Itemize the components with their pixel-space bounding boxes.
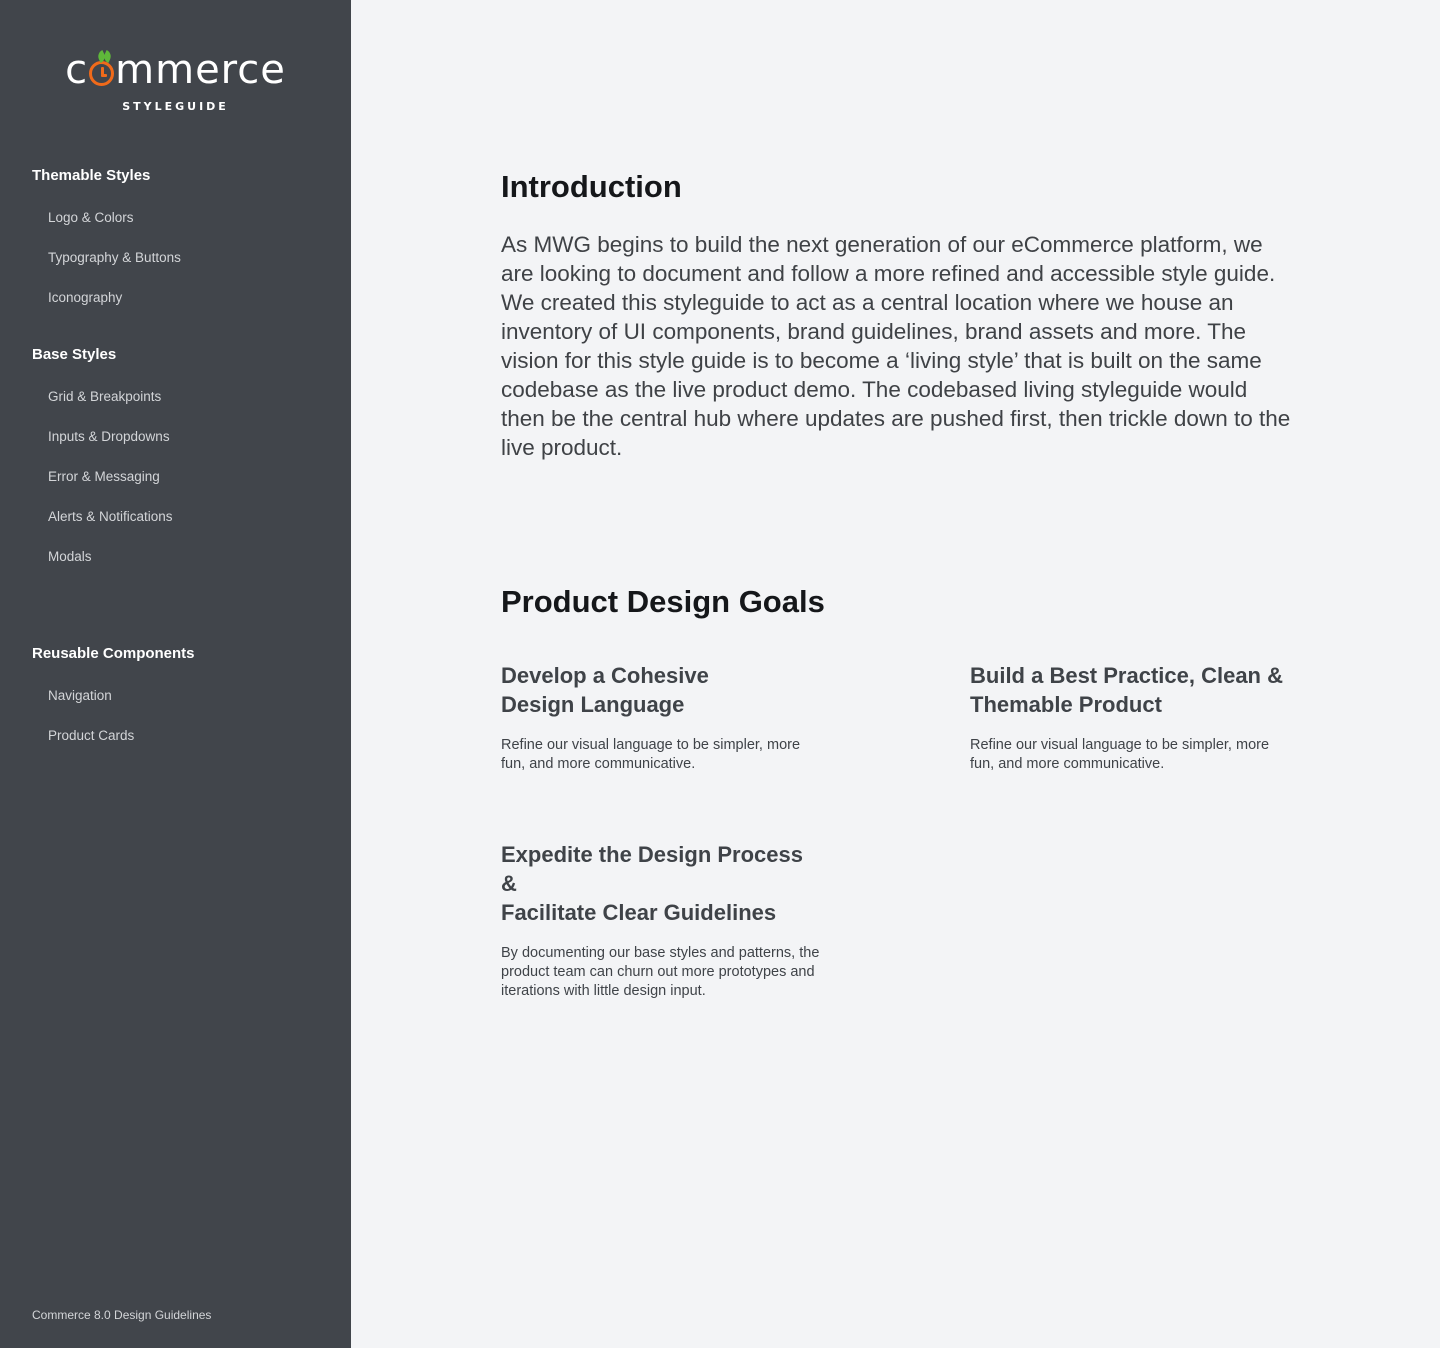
goal-title-line: Facilitate Clear Guidelines bbox=[501, 900, 777, 925]
logo-wordmark bbox=[65, 44, 286, 96]
logo-text-post: mmerce bbox=[115, 47, 286, 93]
goal-title-line: Expedite the Design Process & bbox=[501, 842, 803, 896]
nav-section-themable-styles bbox=[32, 166, 181, 308]
nav-item-navigation[interactable]: Navigation bbox=[48, 688, 112, 703]
goal-card bbox=[501, 840, 821, 1001]
goal-title bbox=[501, 840, 821, 927]
nav-item-typography-buttons[interactable]: Typography & Buttons bbox=[48, 250, 181, 265]
nav-item-iconography[interactable]: Iconography bbox=[48, 290, 123, 305]
logo-text-pre: c bbox=[65, 47, 89, 93]
logo-subtitle: STYLEGUIDE bbox=[122, 100, 229, 113]
nav-item-inputs-dropdowns[interactable]: Inputs & Dropdowns bbox=[48, 429, 170, 444]
nav-heading: Reusable Components bbox=[32, 645, 195, 662]
goal-card bbox=[501, 661, 821, 774]
goal-title bbox=[970, 661, 1290, 719]
goal-title-line: Themable Product bbox=[970, 692, 1162, 717]
nav-item-alerts-notifications[interactable]: Alerts & Notifications bbox=[48, 509, 173, 524]
sidebar-footer: Commerce 8.0 Design Guidelines bbox=[32, 1308, 212, 1322]
nav-item-grid-breakpoints[interactable]: Grid & Breakpoints bbox=[48, 389, 162, 404]
nav-item-product-cards[interactable]: Product Cards bbox=[48, 728, 135, 743]
nav-item-logo-colors[interactable]: Logo & Colors bbox=[48, 210, 134, 225]
goal-body: By documenting our base styles and patterns, the product team can churn out more prototypes and iterations with little design input. bbox=[501, 945, 820, 999]
goal-body: Refine our visual language to be simpler, more fun, and more communicative. bbox=[501, 737, 801, 772]
intro-body: As MWG begins to build the next generation of our eCommerce platform, we are looking to document and follow a more refined and accessible style guide. We created this styleguide to act as a central location where we house an inventory of UI components, brand guidelines, brand assets and more. The vision for this style guide is to become a ‘living style’ that is built on the same codebase as the live product demo. The codebased living styleguide would then be the central hub where updates are pushed first, then trickle down to the live product. bbox=[501, 232, 1291, 460]
goal-title-line: Build a Best Practice, Clean & bbox=[970, 663, 1283, 688]
nav-item-modals[interactable]: Modals bbox=[48, 549, 92, 564]
clock-icon bbox=[89, 61, 114, 86]
goal-card bbox=[970, 661, 1290, 774]
nav-heading: Base Styles bbox=[32, 346, 117, 363]
sidebar bbox=[0, 0, 351, 1348]
nav-section-reusable-components bbox=[32, 644, 195, 746]
goal-title-line: Develop a Cohesive bbox=[501, 663, 709, 688]
nav-section-base-styles bbox=[32, 345, 173, 567]
goal-body: Refine our visual language to be simpler, more fun, and more communicative. bbox=[970, 737, 1270, 772]
logo[interactable] bbox=[0, 44, 351, 113]
intro-title: Introduction bbox=[501, 169, 682, 204]
nav-item-error-messaging[interactable]: Error & Messaging bbox=[48, 469, 160, 484]
nav-heading: Themable Styles bbox=[32, 167, 151, 184]
goal-title-line: Design Language bbox=[501, 692, 685, 717]
goal-title bbox=[501, 661, 821, 719]
leaf-icon bbox=[98, 51, 110, 63]
goals-title: Product Design Goals bbox=[501, 584, 825, 619]
